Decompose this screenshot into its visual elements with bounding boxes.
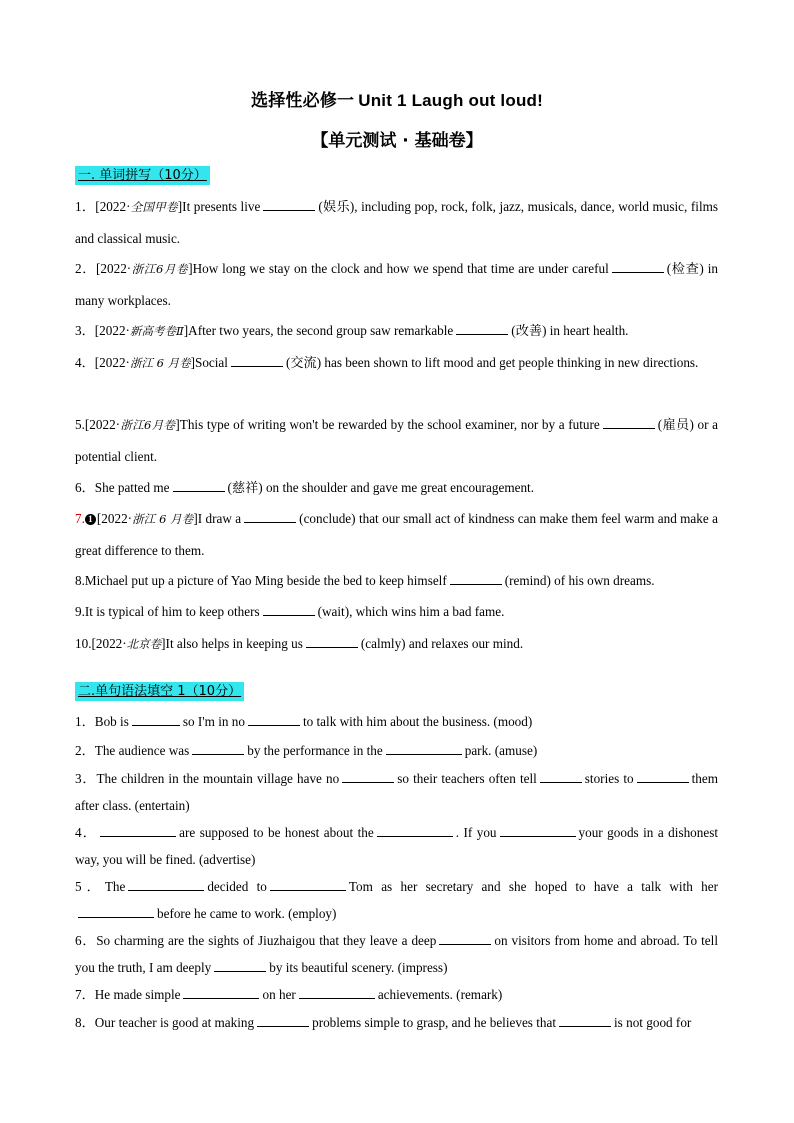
question-1-8: 8.Michael put up a picture of Yao Ming beside the bed to keep himself (remind) of his own dreams. — [75, 573, 655, 588]
answer-blank[interactable] — [128, 878, 204, 891]
question-2-2: 2．The audience was by the performance in the park. (amuse) — [75, 743, 538, 758]
answer-blank[interactable] — [248, 713, 300, 726]
answer-blank[interactable] — [342, 770, 394, 783]
answer-blank[interactable] — [637, 770, 689, 783]
answer-blank[interactable] — [500, 824, 576, 837]
question-1-3: 3．[2022·新高考卷Ⅱ]After two years, the second group saw remarkable (改善) in heart health. — [75, 323, 629, 338]
answer-blank[interactable] — [244, 510, 296, 523]
answer-blank[interactable] — [270, 878, 346, 891]
answer-blank[interactable] — [214, 959, 266, 972]
question-2-6: 6．So charming are the sights of Jiuzhaigou that they leave a deep on visitors from home and abroad. To tell you the truth, I am deeply by its beautiful scenery. (impress) — [75, 933, 718, 975]
answer-blank[interactable] — [263, 603, 315, 616]
answer-blank[interactable] — [263, 198, 315, 211]
circled-number-icon: 1 — [85, 514, 96, 525]
question-1-1: 1．[2022·全国甲卷]It presents live (娱乐), including pop, rock, folk, jazz, musicals, dance, world music, films and classical music. — [75, 199, 719, 246]
title-unit: Unit 1 Laugh out loud! — [358, 91, 543, 110]
question-1-4: 4．[2022·浙江 6 月卷]Social (交流) has been shown to lift mood and get people thinking in new directions. — [75, 355, 699, 370]
answer-blank[interactable] — [192, 742, 244, 755]
question-1-7: 7. 1 [2022·浙江 6 月卷]I draw a (conclude) that our small act of kindness can make them feel warm and make a great difference to them. — [75, 511, 718, 558]
page-title — [0, 86, 794, 111]
answer-blank[interactable] — [386, 742, 462, 755]
question-2-3: 3．The children in the mountain village have no so their teachers often tell stories to them after class. (entertain) — [75, 771, 718, 813]
section-1-heading: 一. 单词拼写（10分） — [75, 166, 210, 185]
answer-blank[interactable] — [78, 905, 154, 918]
answer-blank[interactable] — [612, 260, 664, 273]
question-1-6: 6．She patted me (慈祥) on the shoulder and gave me great encouragement. — [75, 480, 534, 495]
answer-blank[interactable] — [100, 824, 176, 837]
question-2-8: 8．Our teacher is good at making problems simple to grasp, and he believes that is not good for — [75, 1015, 692, 1030]
answer-blank[interactable] — [173, 479, 225, 492]
answer-blank[interactable] — [377, 824, 453, 837]
section-2-heading: 二.单句语法填空 1（10分） — [75, 682, 244, 701]
answer-blank[interactable] — [183, 986, 259, 999]
question-1-10: 10.[2022·北京卷]It also helps in keeping us (calmly) and relaxes our mind. — [75, 636, 524, 651]
question-2-7: 7．He made simple on her achievements. (remark) — [75, 987, 503, 1002]
question-1-2: 2．[2022·浙江6月卷]How long we stay on the clock and how we spend that time are under careful (检查) in many workplaces. — [75, 261, 718, 308]
answer-blank[interactable] — [306, 635, 358, 648]
answer-blank[interactable] — [603, 416, 655, 429]
question-1-5: 5.[2022·浙江6月卷]This type of writing won't be rewarded by the school examiner, nor by a future (雇员) or a potential client. — [75, 417, 718, 464]
answer-blank[interactable] — [456, 322, 508, 335]
title-cn: 选择性必修一 — [251, 91, 355, 111]
question-2-1: 1．Bob is so I'm in no to talk with him about the business. (mood) — [75, 714, 533, 729]
page-subtitle: 【单元测试 · 基础卷】 — [311, 131, 483, 151]
answer-blank[interactable] — [231, 354, 283, 367]
question-1-9: 9.It is typical of him to keep others (wait), which wins him a bad fame. — [75, 604, 505, 619]
answer-blank[interactable] — [540, 770, 582, 783]
question-2-4: 4． are supposed to be honest about the . If you your goods in a dishonest way, you will be fined. (advertise) — [75, 825, 719, 867]
answer-blank[interactable] — [299, 986, 375, 999]
answer-blank[interactable] — [559, 1014, 611, 1027]
question-2-5: 5．The decided to Tom as her secretary and she hoped to have a talk with herbefore he came to work. (employ) — [75, 879, 718, 921]
answer-blank[interactable] — [132, 713, 180, 726]
answer-blank[interactable] — [257, 1014, 309, 1027]
answer-blank[interactable] — [439, 932, 491, 945]
answer-blank[interactable] — [450, 572, 502, 585]
